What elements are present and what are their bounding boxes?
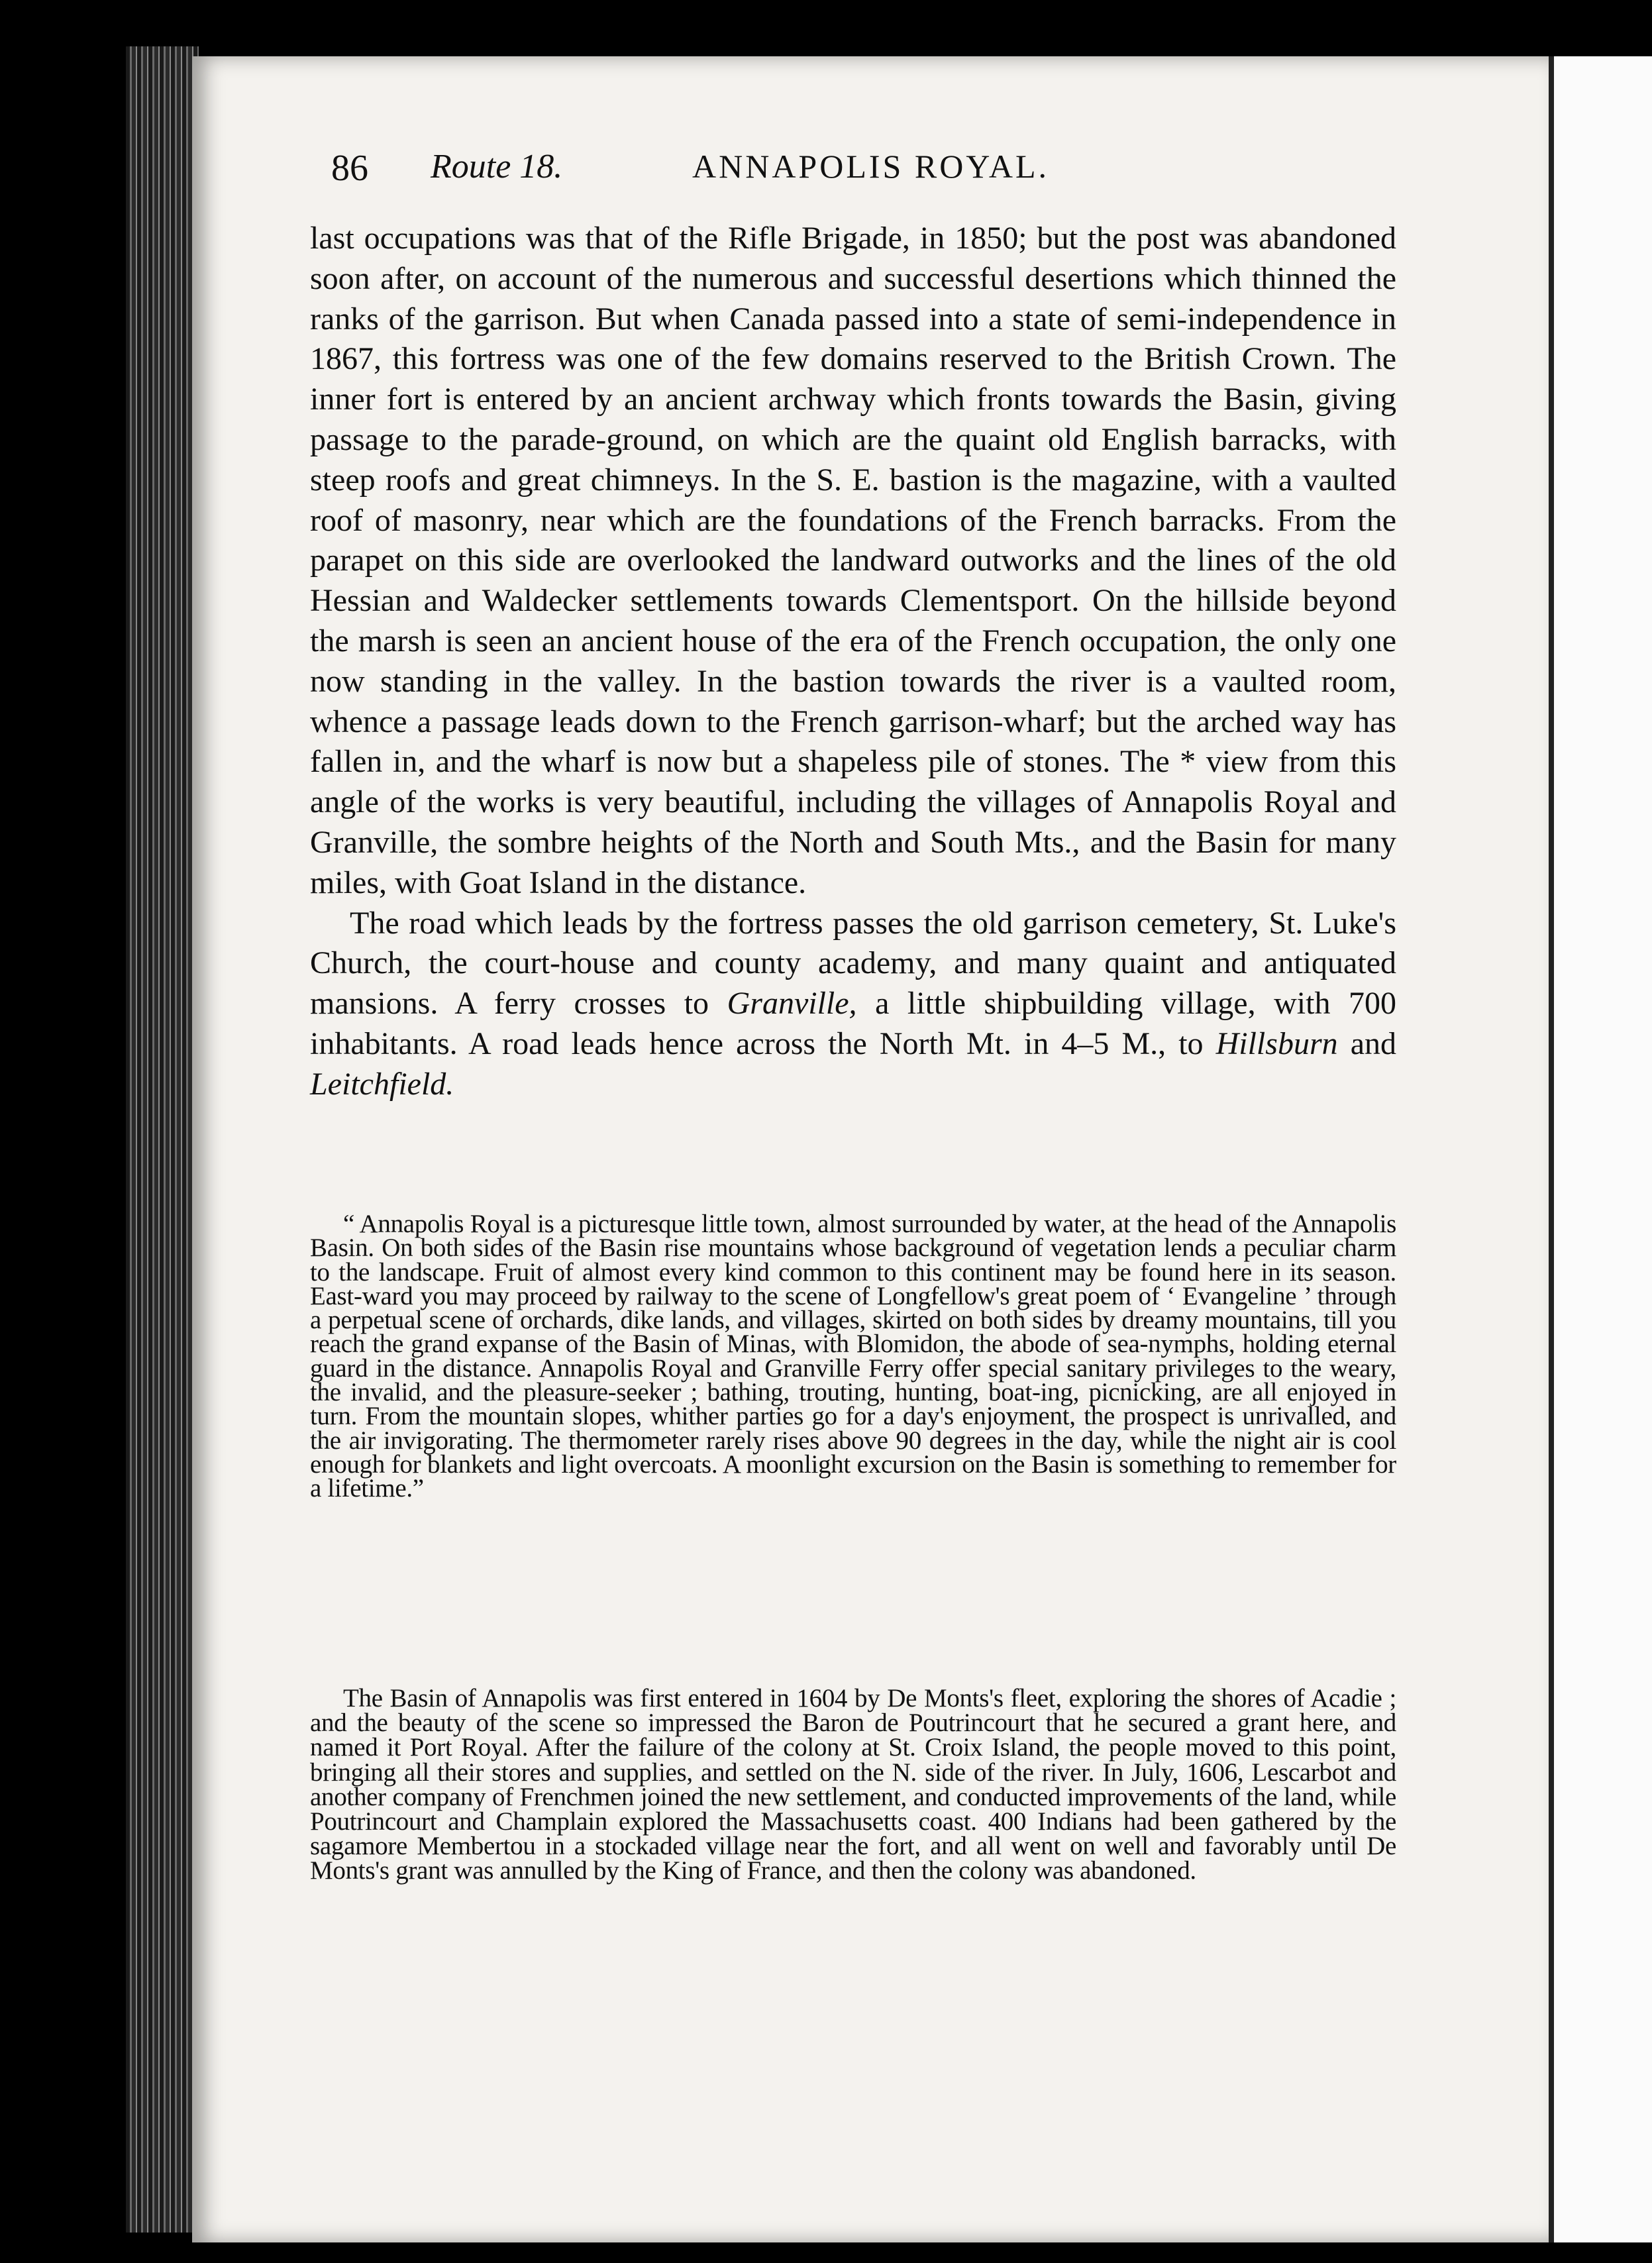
road-text-2: a little shipbuilding village, with 700 inhabitants. A road leads hence across the North Mt. in 4–5 M., to xyxy=(310,986,1397,1061)
paragraph-road xyxy=(310,904,1396,1105)
page-number: 86 xyxy=(331,148,368,189)
page-gutter-edge xyxy=(1549,56,1554,2242)
book-page-stack xyxy=(126,46,199,2233)
place-hillsburn: Hillsburn xyxy=(1215,1026,1338,1061)
page-header xyxy=(331,147,1060,193)
running-title: ANNAPOLIS ROYAL. xyxy=(692,148,1050,185)
route-label: Route 18. xyxy=(431,148,563,185)
place-leitchfield: Leitchfield. xyxy=(310,1066,454,1102)
quotation-block xyxy=(310,1212,1396,1501)
quote-paragraph: “ Annapolis Royal is a picturesque little town, almost surrounded by water, at the head of the Annapolis Basin. On both sides of the Basin rise mountains whose background of vegetation lends a peculiar charm to the landscape. Fruit of almost every kind common to this continent may be found here in its season. East-ward you may proceed by railway to the scene of Longfellow's great poem of ‘ Evangeline ’ through a perpetual scene of orchards, dike lands, and villages, skirted on both sides by dreamy mountains, till you reach the grand expanse of the Basin of Minas, with Blomidon, the abode of sea-nymphs, holding eternal guard in the distance. Annapolis Royal and Granville Ferry offer special sanitary privileges to the weary, the invalid, and the pleasure-seeker ; bathing, trouting, hunting, boat-ing, picnicking, are all enjoyed in turn. From the mountain slopes, whither parties go for a day's enjoyment, the prospect is unrivalled, and the air invigorating. The thermometer rarely rises above 90 degrees in the day, while the night air is cool enough for blankets and light overcoats. A moonlight excursion on the Basin is something to remember for a lifetime.” xyxy=(310,1210,1396,1503)
history-paragraph: The Basin of Annapolis was first entered in 1604 by De Monts's fleet, exploring the shores of Acadie ; and the beauty of the scene so impressed the Baron de Poutrincourt that he secured a grant here, and named it Port Royal. After the failure of the colony at St. Croix Island, the people moved to this point, bringing all their stores and supplies, and settled on the N. side of the river. In July, 1606, Lescarbot and another company of Frenchmen joined the new settlement, and conducted improvements of the land, while Poutrincourt and Champlain explored the Massachusetts coast. 400 Indians had been gathered by the sagamore Membertou in a stockaded village near the fort, and all went on well and favorably until De Monts's grant was annulled by the King of France, and then the colony was abandoned. xyxy=(310,1684,1396,1885)
road-text-3: and xyxy=(1337,1026,1396,1061)
adjacent-blank-page xyxy=(1554,56,1652,2242)
history-block xyxy=(310,1686,1396,1883)
place-granville: Granville, xyxy=(727,986,857,1022)
main-body-text xyxy=(310,219,1396,1105)
road-text-1: The road which leads by the fortress passes the old garrison cemetery, St. Luke's Church, the court-house and county academy, and many quaint and antiquated mansions. A ferry crosses to xyxy=(310,905,1396,1022)
paragraph-fortress: last occupations was that of the Rifle Brigade, in 1850; but the post was abandoned soon after, on account of the numerous and successful desertions which thinned the ranks of the garrison. But when Canada passed into a state of semi-independence in 1867, this fortress was one of the few domains reserved to the British Crown. The inner fort is entered by an ancient archway which fronts towards the Basin, giving passage to the parade-ground, on which are the quaint old English barracks, with steep roofs and great chimneys. In the S. E. bastion is the magazine, with a vaulted roof of masonry, near which are the foundations of the French barracks. From the parapet on this side are overlooked the landward outworks and the lines of the old Hessian and Waldecker settlements towards Clementsport. On the hillside beyond the marsh is seen an ancient house of the era of the French occupation, the only one now standing in the valley. In the bastion towards the river is a vaulted room, whence a passage leads down to the French garrison-wharf; but the arched way has fallen in, and the wharf is now but a shapeless pile of stones. The * view from this angle of the works is very beautiful, including the villages of Annapolis Royal and Granville, the sombre heights of the North and South Mts., and the Basin for many miles, with Goat Island in the distance. xyxy=(310,221,1396,900)
